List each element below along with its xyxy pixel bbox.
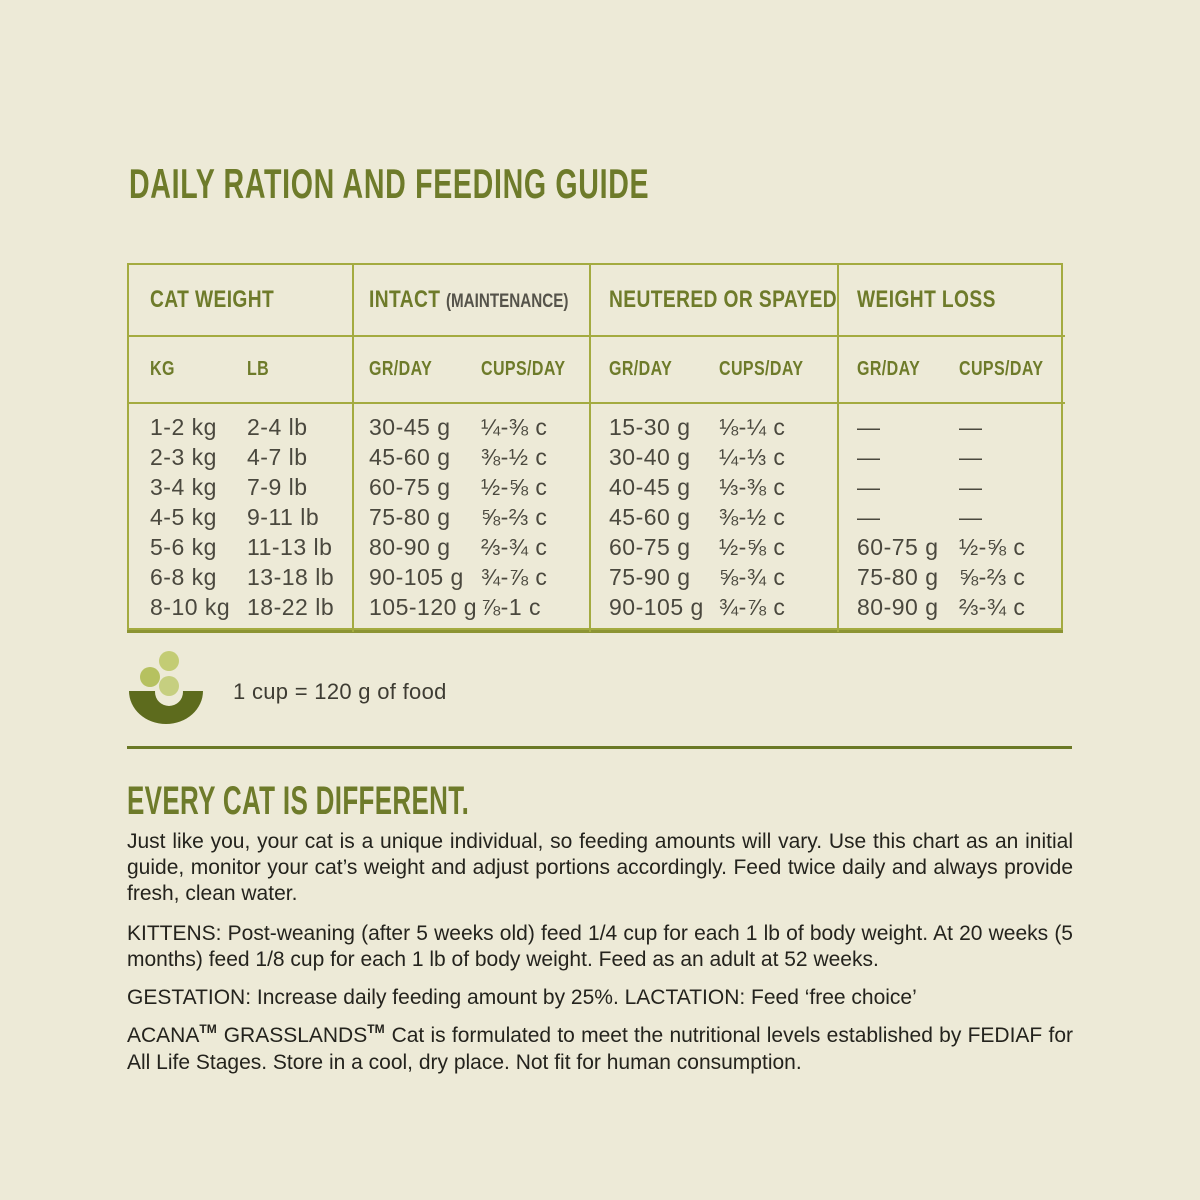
table-row: 2-3 kg 4-7 lb — [150, 444, 308, 470]
subheader-gr-day: GR/DAY — [369, 358, 433, 380]
table-row: 45-60 g ⅜-½ c — [369, 444, 548, 470]
table-row: 8-10 kg 18-22 lb — [150, 594, 335, 620]
feeding-table — [127, 263, 1063, 630]
subheader-cups-day: CUPS/DAY — [719, 358, 804, 380]
table-header-weight-loss — [837, 265, 1065, 335]
table-row: — — — [857, 504, 983, 530]
table-row: 60-75 g ½-⅝ c — [369, 474, 548, 500]
table-row: 80-90 g ⅔-¾ c — [857, 594, 1026, 620]
table-row: 6-8 kg 13-18 lb — [150, 564, 335, 590]
subheader-neutered — [589, 335, 837, 402]
footnote-paragraph — [127, 1016, 1073, 1076]
section-heading: EVERY CAT IS DIFFERENT. — [127, 779, 470, 823]
table-row: — — — [857, 474, 983, 500]
kittens-paragraph: KITTENS: Post-weaning (after 5 weeks old) feed 1/4 cup for each 1 lb of body weight. At 20 weeks (5 months) feed 1/8 cup for each 1 lb of body weight. Feed as an adult at 52 weeks. — [127, 922, 1073, 971]
table-row: 40-45 g ⅓-⅜ c — [609, 474, 786, 500]
header-label: WEIGHT LOSS — [857, 286, 996, 313]
subheader-gr-day: GR/DAY — [857, 358, 921, 380]
table-header-neutered — [589, 265, 837, 335]
table-row: — — — [857, 444, 983, 470]
column-intact-values — [352, 402, 589, 632]
table-row: 75-80 g ⅝-⅔ c — [369, 504, 548, 530]
table-row: 90-105 g ¾-⅞ c — [369, 564, 548, 590]
subheader-weight-loss — [837, 335, 1065, 402]
table-row: 3-4 kg 7-9 lb — [150, 474, 308, 500]
table-row: 45-60 g ⅜-½ c — [609, 504, 786, 530]
column-cat-weight-values — [129, 402, 352, 632]
header-label: CAT WEIGHT — [150, 286, 275, 313]
trademark-symbol: TM — [199, 1022, 217, 1036]
table-row: 75-90 g ⅝-¾ c — [609, 564, 786, 590]
gestation-paragraph: GESTATION: Increase daily feeding amount by 25%. LACTATION: Feed ‘free choice’ — [127, 986, 917, 1009]
table-row: 4-5 kg 9-11 lb — [150, 504, 320, 530]
table-row: 15-30 g ⅛-¼ c — [609, 414, 786, 440]
subheader-kg: KG — [150, 358, 175, 380]
table-row: 60-75 g ½-⅝ c — [609, 534, 786, 560]
table-row: 30-40 g ¼-⅓ c — [609, 444, 786, 470]
header-note: (MAINTENANCE) — [445, 291, 569, 312]
section-divider — [127, 746, 1072, 749]
table-row: 5-6 kg 11-13 lb — [150, 534, 333, 560]
brand-name: GRASSLANDS — [223, 1024, 368, 1047]
intro-paragraph: Just like you, your cat is a unique individual, so feeding amounts will vary. Use this chart as an initial guide, monitor your cat’s weight and adjust portions accordingly. Feed twice daily and always provide fresh, clean water. — [127, 830, 1073, 905]
cup-equivalence-label: 1 cup = 120 g of food — [233, 679, 447, 704]
column-neutered-values — [589, 402, 837, 632]
subheader-cups-day: CUPS/DAY — [481, 358, 566, 380]
brand-name: ACANA — [127, 1024, 200, 1047]
trademark-symbol: TM — [367, 1022, 385, 1036]
header-label: INTACT — [369, 286, 441, 313]
subheader-intact — [352, 335, 589, 402]
table-row: 105-120 g ⅞-1 c — [369, 594, 542, 620]
subheader-cat-weight — [129, 335, 352, 402]
column-weight-loss-values — [837, 402, 1065, 632]
table-row: 90-105 g ¾-⅞ c — [609, 594, 786, 620]
table-row: 30-45 g ¼-⅜ c — [369, 414, 548, 440]
footnote-text: Cat is formulated to meet the nutritional levels established by FEDIAF for All Life Stages. Store in a cool, dry place. Not fit for human consumption. — [127, 1024, 1073, 1074]
table-header-cat-weight — [129, 265, 352, 335]
table-row: 1-2 kg 2-4 lb — [150, 414, 308, 440]
table-row: 80-90 g ⅔-¾ c — [369, 534, 548, 560]
subheader-lb: LB — [247, 358, 270, 380]
subheader-gr-day: GR/DAY — [609, 358, 673, 380]
table-header-intact — [352, 265, 589, 335]
header-label: NEUTERED OR SPAYED — [609, 286, 838, 313]
subheader-cups-day: CUPS/DAY — [959, 358, 1044, 380]
page-title: DAILY RATION AND FEEDING GUIDE — [129, 160, 650, 207]
table-row: 75-80 g ⅝-⅔ c — [857, 564, 1026, 590]
table-row: 60-75 g ½-⅝ c — [857, 534, 1026, 560]
food-bowl-icon — [128, 648, 204, 733]
table-row: — — — [857, 414, 983, 440]
